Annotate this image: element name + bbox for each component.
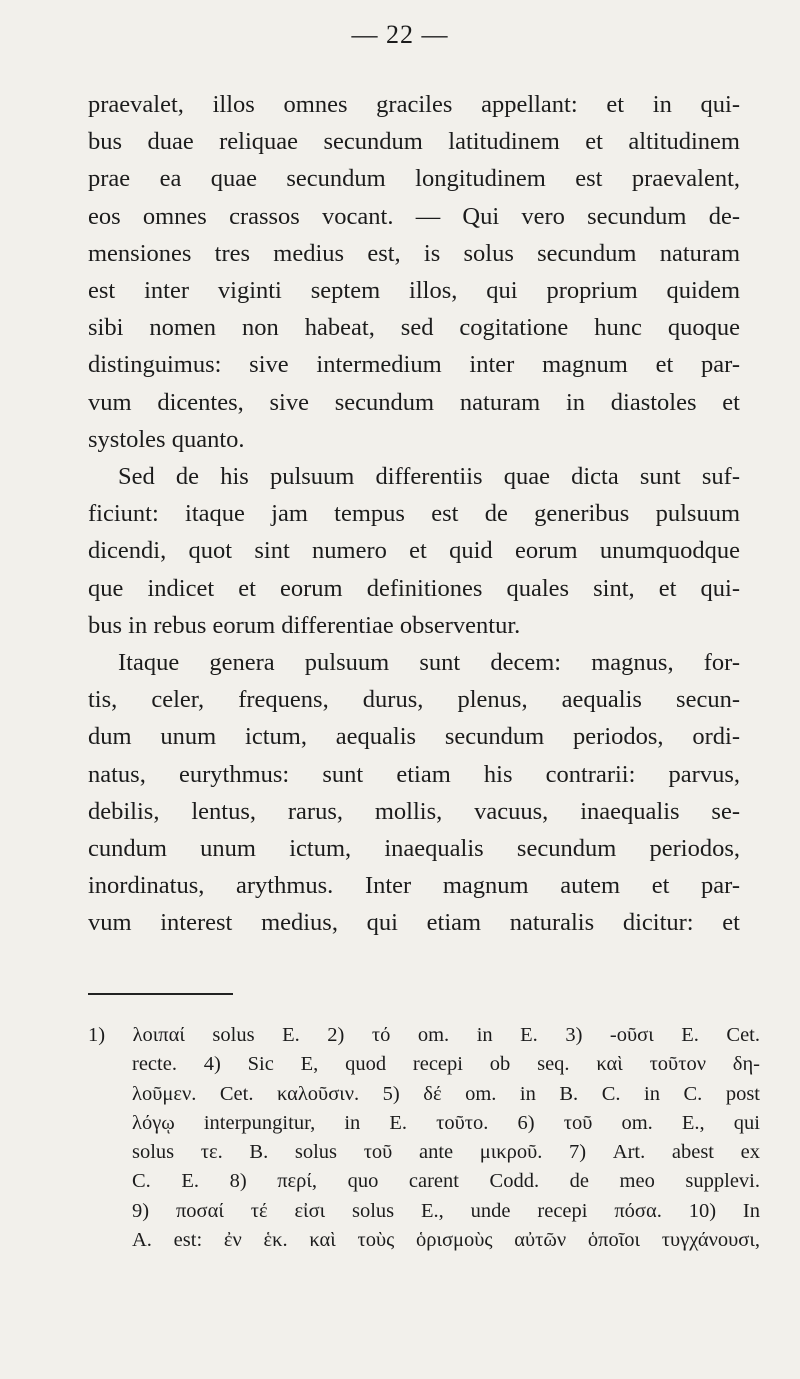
- text-line: inordinatus, arythmus. Inter magnum autem et par-: [88, 872, 740, 900]
- text-line: que indicet et eorum definitiones quales sint, et qui-: [88, 574, 740, 602]
- text-line: praevalet, illos omnes graciles appellant: et in qui-: [88, 91, 740, 118]
- text-line: vum dicentes, sive secundum naturam in diastoles et: [88, 388, 740, 416]
- text-line: sibi nomen non habeat, sed cogitatione hunc quoque: [88, 314, 740, 342]
- footnote-line: λόγῳ interpungitur, in E. τοῦτο. 6) τοῦ om. E., qui: [132, 1111, 760, 1134]
- text-line: Itaque genera pulsuum sunt decem: magnus, for-: [118, 649, 740, 677]
- text-line: eos omnes crassos vocant. — Qui vero secundum de-: [88, 202, 740, 230]
- footnote-line: λοῦμεν. Cet. καλοῦσιν. 5) δέ om. in B. C. in C. post: [132, 1082, 760, 1105]
- footnote-line: A. est: ἐν ἑκ. καὶ τοὺς ὁρισμοὺς αὐτῶν ὁποῖοι τυγχάνουσι,: [132, 1229, 760, 1252]
- footnotes: [88, 1021, 760, 1255]
- text-line: distinguimus: sive intermedium inter magnum et par-: [88, 351, 740, 379]
- page-number: — 22 —: [351, 20, 449, 49]
- body-text: [88, 86, 740, 942]
- text-line: debilis, lentus, rarus, mollis, vacuus, inaequalis se-: [88, 797, 740, 825]
- text-line: dicendi, quot sint numero et quid eorum unumquodque: [88, 537, 740, 565]
- text-line: prae ea quae secundum longitudinem est praevalent,: [88, 165, 740, 193]
- text-line: tis, celer, frequens, durus, plenus, aequalis secun-: [88, 686, 740, 714]
- text-line: bus duae reliquae secundum latitudinem et altitudinem: [88, 128, 740, 156]
- text-line: est inter viginti septem illos, qui proprium quidem: [88, 277, 740, 305]
- text-line: cundum unum ictum, inaequalis secundum periodos,: [88, 835, 740, 863]
- footnote-line: C. E. 8) περί, quo carent Codd. de meo supplevi.: [132, 1170, 760, 1193]
- footnote-line: solus τε. B. solus τοῦ ante μικροῦ. 7) Art. abest ex: [132, 1141, 760, 1164]
- text-line: natus, eurythmus: sunt etiam his contrarii: parvus,: [88, 760, 740, 788]
- footnote-line: 9) ποσαί τέ εἰσι solus E., unde recepi πόσα. 10) In: [132, 1199, 760, 1222]
- text-line: vum interest medius, qui etiam naturalis dicitur: et: [88, 909, 740, 937]
- text-line: mensiones tres medius est, is solus secundum naturam: [88, 239, 740, 267]
- text-line: ficiunt: itaque jam tempus est de generibus pulsuum: [88, 500, 740, 528]
- text-line: systoles quanto.: [88, 425, 245, 453]
- footnote-line: recte. 4) Sic E, quod recepi ob seq. καὶ τοῦτον δη-: [132, 1053, 760, 1076]
- text-line: dum unum ictum, aequalis secundum periodos, ordi-: [88, 723, 740, 751]
- text-line: bus in rebus eorum differentiae observentur.: [88, 611, 521, 639]
- footnote-line: 1) λοιπαί solus E. 2) τό om. in E. 3) -οῦσι E. Cet.: [88, 1024, 760, 1046]
- footnote-divider: [88, 993, 233, 995]
- text-line: Sed de his pulsuum differentiis quae dicta sunt suf-: [118, 463, 740, 491]
